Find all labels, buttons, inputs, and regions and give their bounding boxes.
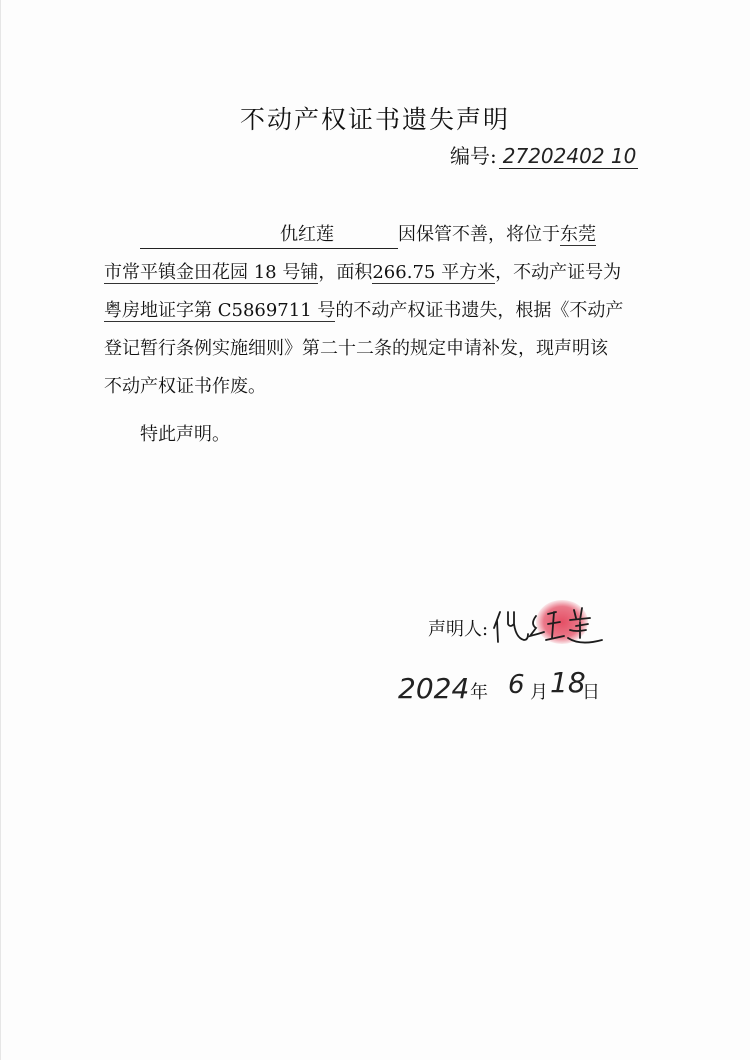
date-year-unit: 年 <box>470 682 488 703</box>
body-line-1 <box>104 216 684 254</box>
date-year: 2024 <box>398 672 470 705</box>
body-line-3 <box>104 292 684 330</box>
serial-number <box>450 140 638 169</box>
fingerprint-and-signature <box>490 598 620 658</box>
line2-end: ，不动产证号为 <box>495 262 622 283</box>
address-part1: 东莞 <box>560 224 596 245</box>
area-value: 266.75 平方米 <box>372 262 496 283</box>
owner-name-field <box>140 222 398 249</box>
line2-mid: ，面积 <box>318 262 373 283</box>
signature-area <box>490 598 620 658</box>
address-part2: 市常平镇金田花园 18 号铺 <box>104 262 319 283</box>
owner-name: 仇红莲 <box>280 224 334 245</box>
document-title: 不动产权证书遗失声明 <box>239 105 510 134</box>
closing-statement: 特此声明。 <box>140 424 230 445</box>
line1-mid: 因保管不善，将位于 <box>398 224 560 245</box>
certificate-number: 粤房地证字第 C5869711 号 <box>104 300 336 321</box>
serial-value: 27202402 10 <box>499 144 638 169</box>
signer-label: 声明人: <box>428 619 489 640</box>
date-month: 6 <box>508 670 525 700</box>
signature-date <box>398 666 628 716</box>
date-day: 18 <box>550 666 586 699</box>
body-line-2 <box>104 254 684 292</box>
body-line-5: 不动产权证书作废。 <box>104 376 266 397</box>
body-line-4: 登记暂行条例实施细则》第二十二条的规定申请补发，现声明该 <box>104 338 608 359</box>
date-month-unit: 月 <box>530 682 548 703</box>
serial-label: 编号: <box>450 144 497 168</box>
date-day-unit: 日 <box>582 682 600 703</box>
line3-end: 的不动产权证书遗失，根据《不动产 <box>335 300 624 321</box>
signer-block <box>428 598 620 658</box>
declaration-body <box>104 216 684 406</box>
